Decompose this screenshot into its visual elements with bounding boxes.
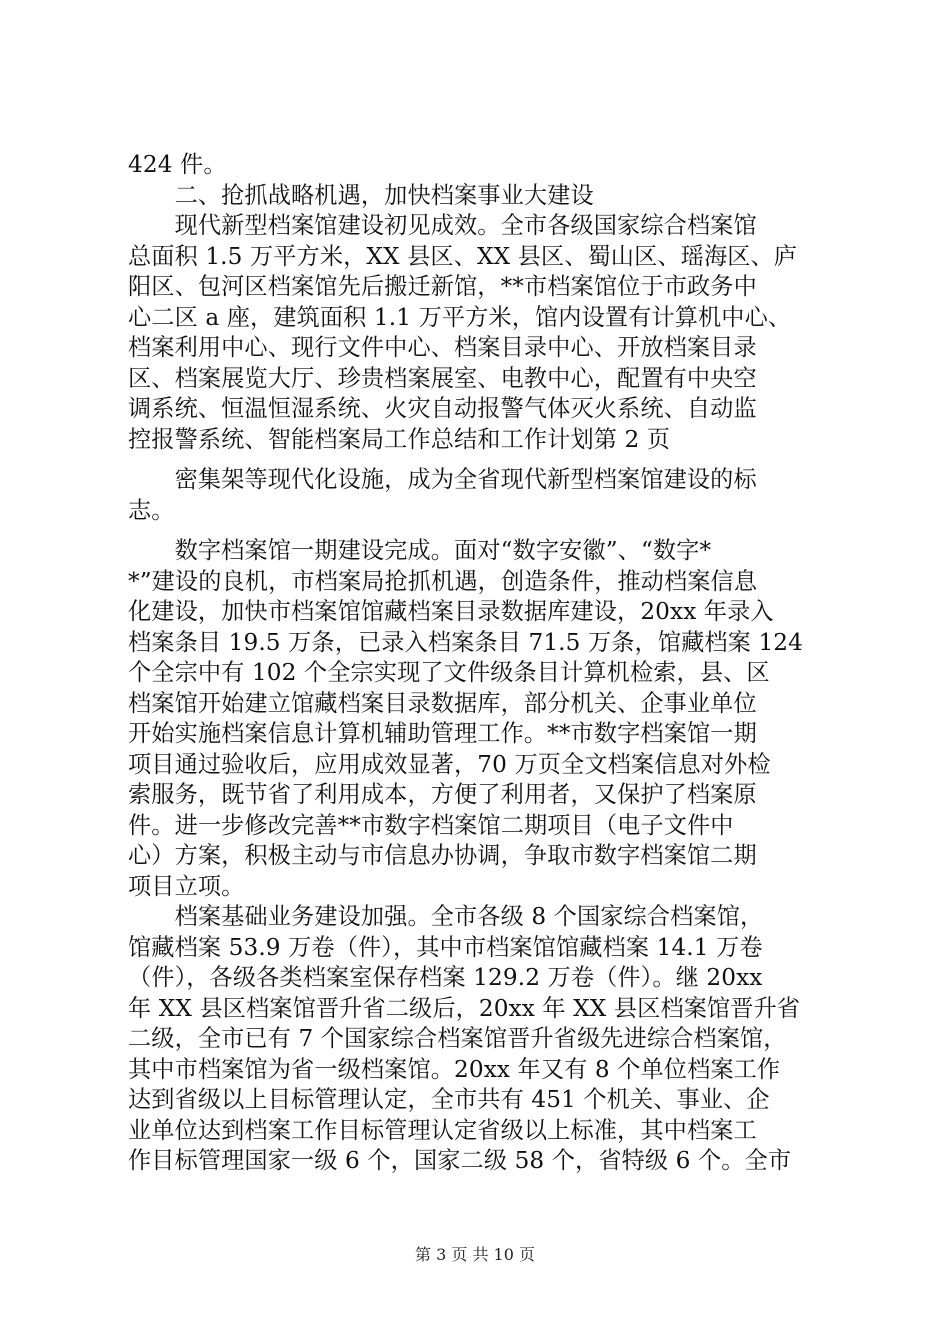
text-line: 个全宗中有 102 个全宗实现了文件级条目计算机检索，县、区 — [128, 659, 770, 686]
text-line: 达到省级以上目标管理认定，全市共有 451 个机关、事业、企 — [128, 1086, 770, 1113]
text-line: 业单位达到档案工作目标管理认定省级以上标准，其中档案工 — [128, 1116, 757, 1144]
text-line: 档案利用中心、现行文件中心、档案目录中心、开放档案目录 — [128, 334, 757, 361]
text-line: 区、档案展览大厅、珍贵档案展室、电教中心，配置有中央空 — [128, 364, 757, 392]
text-line: 索服务，既节省了利用成本，方便了利用者，又保护了档案原 — [128, 781, 757, 808]
text-line: 馆藏档案 53.9 万卷（件），其中市档案馆馆藏档案 14.1 万卷 — [128, 933, 763, 961]
text-line: 心）方案，积极主动与市信息办协调，争取市数字档案馆二期 — [128, 842, 757, 869]
text-line: 二级，全市已有 7 个国家综合档案馆晋升省级先进综合档案馆， — [128, 1025, 787, 1052]
text-line: 年 XX 县区档案馆晋升省二级后，20xx 年 XX 县区档案馆晋升省 — [128, 994, 801, 1022]
text-line: 密集架等现代化设施，成为全省现代新型档案馆建设的标 — [128, 466, 757, 493]
text-line: 数字档案馆一期建设完成。面对“数字安徽”、“数字* — [128, 537, 712, 564]
text-line: 志。 — [128, 496, 175, 524]
text-line: 现代新型档案馆建设初见成效。全市各级国家综合档案馆 — [128, 212, 757, 239]
text-line: 档案条目 19.5 万条，已录入档案条目 71.5 万条，馆藏档案 124 — [128, 628, 804, 656]
paragraph-gap — [128, 455, 828, 465]
text-line: 项目通过验收后，应用成效显著，70 万页全文档案信息对外检 — [128, 750, 771, 778]
text-line: 阳区、包河区档案馆先后搬迁新馆，**市档案馆位于市政务中 — [128, 273, 757, 300]
text-line: 心二区 a 座，建筑面积 1.1 万平方米，馆内设置有计算机中心、 — [128, 303, 792, 331]
text-line: 调系统、恒温恒湿系统、火灾自动报警气体灭火系统、自动监 — [128, 395, 757, 422]
document-body — [128, 150, 828, 1177]
text-line: 档案馆开始建立馆藏档案目录数据库，部分机关、企事业单位 — [128, 689, 757, 717]
text-line: 项目立项。 — [128, 872, 245, 900]
text-line: 件。进一步修改完善**市数字档案馆二期项目（电子文件中 — [128, 811, 734, 839]
text-line: 总面积 1.5 万平方米，XX 县区、XX 县区、蜀山区、瑶海区、庐 — [128, 242, 798, 270]
section-heading: 二、抢抓战略机遇，加快档案事业大建设 — [128, 181, 594, 209]
text-line: 化建设，加快市档案馆馆藏档案目录数据库建设，20xx 年录入 — [128, 598, 774, 625]
text-line: （件），各级各类档案室保存档案 129.2 万卷（件）。继 20xx — [128, 964, 763, 991]
text-line: 其中市档案馆为省一级档案馆。20xx 年又有 8 个单位档案工作 — [128, 1055, 781, 1083]
text-line: 档案基础业务建设加强。全市各级 8 个国家综合档案馆， — [128, 903, 764, 930]
text-line: 424 件。 — [128, 151, 227, 178]
text-line: 作目标管理国家一级 6 个，国家二级 58 个，省特级 6 个。全市 — [128, 1147, 792, 1174]
text-line: 开始实施档案信息计算机辅助管理工作。**市数字档案馆一期 — [128, 720, 757, 747]
paragraph-gap — [128, 526, 828, 536]
text-line: 控报警系统、智能档案局工作总结和工作计划第 2 页 — [128, 425, 671, 453]
text-line: *”建设的良机，市档案局抢抓机遇，创造条件，推动档案信息 — [128, 567, 758, 595]
page-number-footer: 第 3 页 共 10 页 — [415, 1245, 535, 1264]
